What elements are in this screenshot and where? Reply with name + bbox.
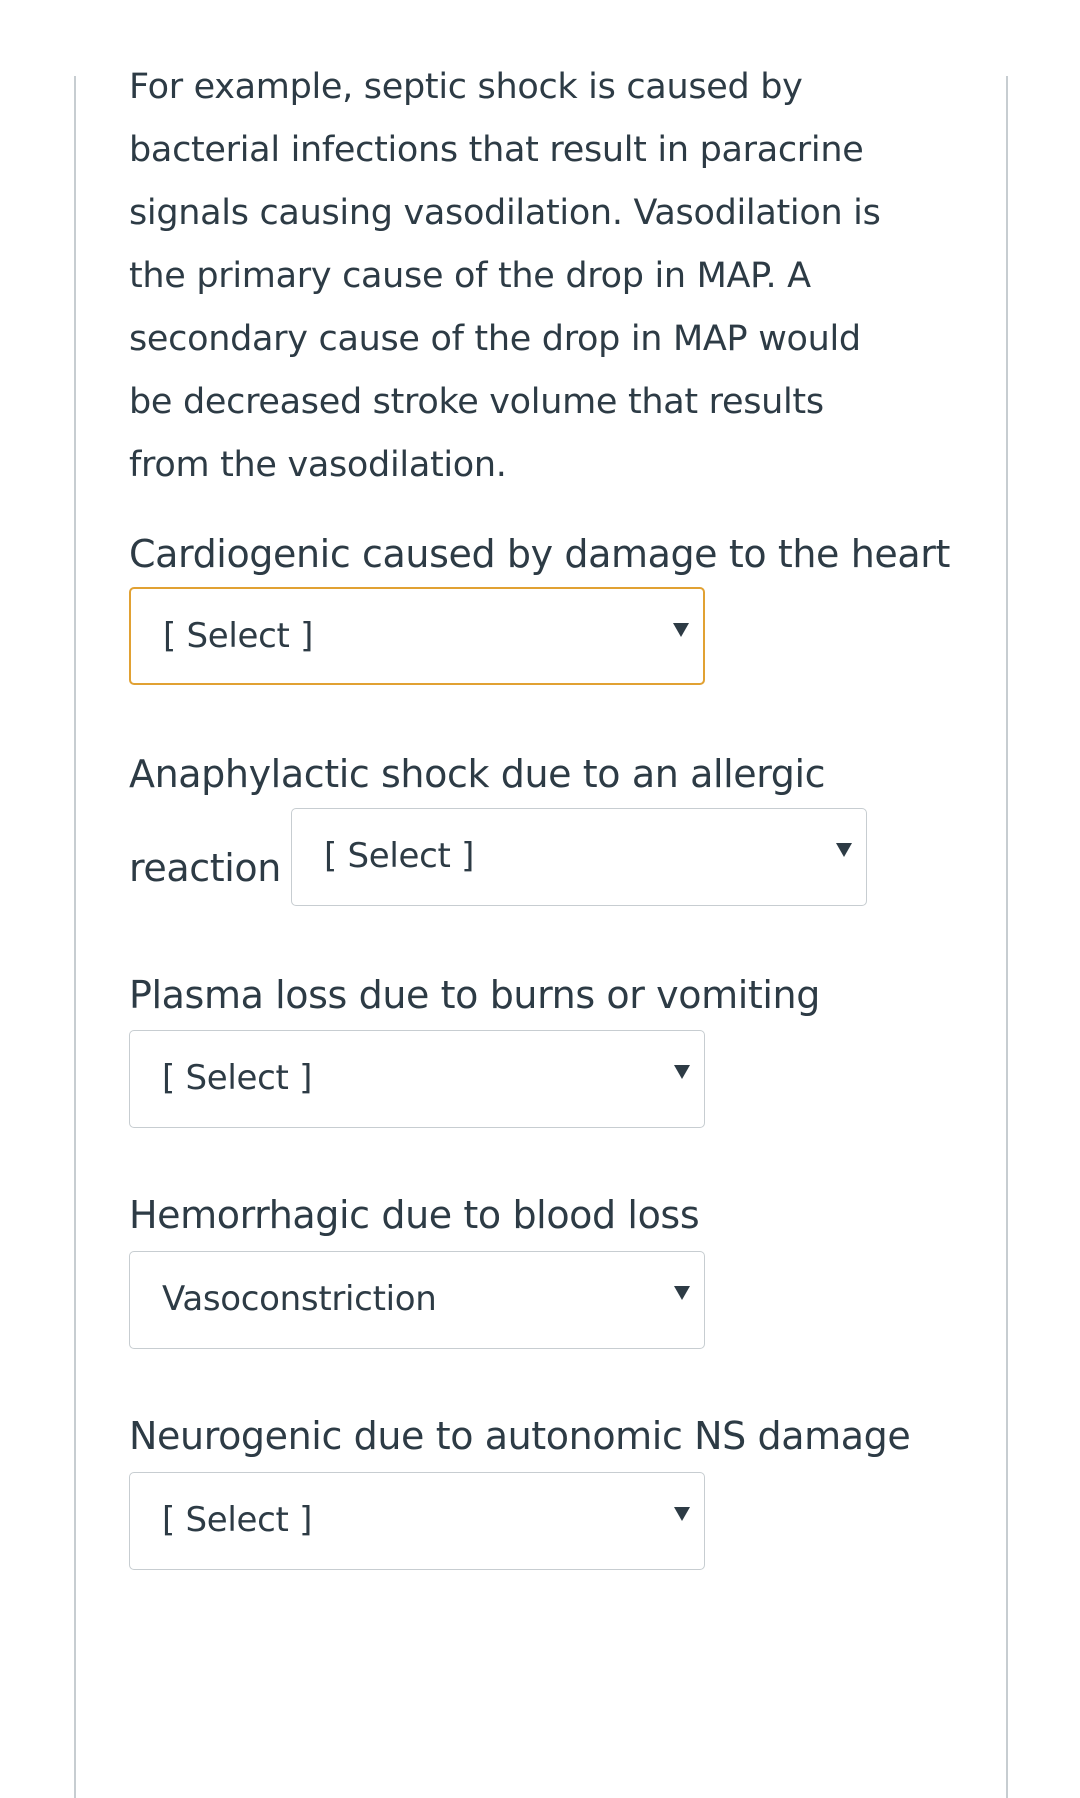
- intro-section: [129, 56, 949, 497]
- chevron-down-icon: [674, 1065, 690, 1079]
- select-value: Vasoconstriction: [162, 1279, 437, 1319]
- answer-select-anaphylactic[interactable]: [291, 808, 867, 906]
- content-border-right: [1006, 76, 1008, 1798]
- chevron-down-icon: [674, 1507, 690, 1521]
- answer-select-neurogenic[interactable]: [129, 1472, 705, 1570]
- question-label: Neurogenic due to autonomic NS damage: [129, 1414, 911, 1458]
- select-value: [ Select ]: [162, 1500, 313, 1540]
- select-value: [ Select ]: [324, 836, 475, 876]
- question-label: Cardiogenic caused by damage to the heart: [129, 532, 950, 576]
- question-hemorrhagic: [129, 1190, 999, 1319]
- question-label-continuation: reaction: [129, 846, 281, 890]
- chevron-down-icon: [674, 1286, 690, 1300]
- question-cardiogenic: [129, 529, 999, 656]
- content-border-left: [74, 76, 76, 1798]
- intro-paragraph: For example, septic shock is caused by bacterial infections that result in paracrine signals causing vasodilation. Vasodilation is the primary cause of the drop in MAP. A secondary cause of the drop in MAP would be decreased stroke volume that results from the vasodilation.: [129, 67, 881, 485]
- answer-select-plasma-loss[interactable]: [129, 1030, 705, 1128]
- question-anaphylactic: [129, 749, 999, 890]
- chevron-down-icon: [836, 843, 852, 857]
- question-label: Hemorrhagic due to blood loss: [129, 1193, 700, 1237]
- select-value: [ Select ]: [162, 1058, 313, 1098]
- question-plasma-loss: [129, 970, 999, 1098]
- answer-select-hemorrhagic[interactable]: [129, 1251, 705, 1349]
- question-neurogenic: [129, 1411, 999, 1540]
- question-label: Anaphylactic shock due to an allergic: [129, 752, 826, 796]
- chevron-down-icon: [673, 623, 689, 637]
- answer-select-cardiogenic[interactable]: [129, 587, 705, 685]
- question-label: Plasma loss due to burns or vomiting: [129, 973, 820, 1017]
- select-value: [ Select ]: [163, 616, 314, 656]
